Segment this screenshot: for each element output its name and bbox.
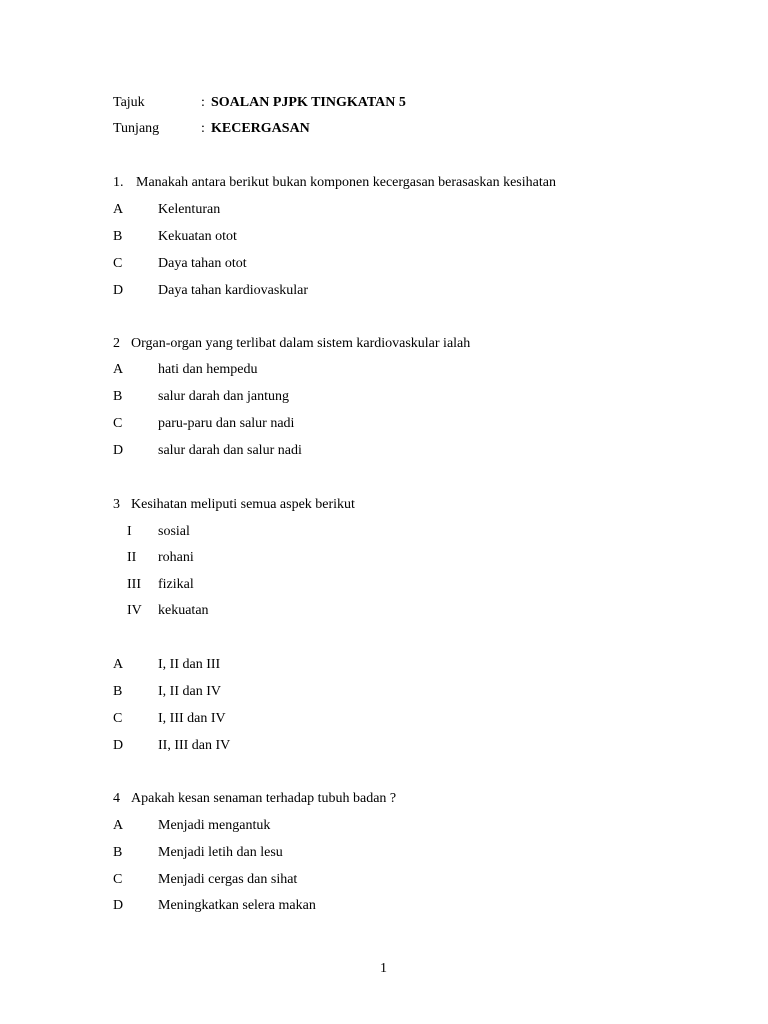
tajuk-colon: : <box>201 95 205 110</box>
option-text: I, III dan IV <box>158 711 226 726</box>
option-text: Meningkatkan selera makan <box>158 898 316 913</box>
option-letter: D <box>113 898 124 913</box>
tajuk-value: SOALAN PJPK TINGKATAN 5 <box>211 95 406 110</box>
question-number: 1. <box>113 175 124 190</box>
statement-numeral: III <box>127 577 141 592</box>
option-text: Menjadi cergas dan sihat <box>158 872 298 887</box>
option-text: Menjadi mengantuk <box>158 818 271 833</box>
statement-text: kekuatan <box>158 603 209 618</box>
option-text: salur darah dan jantung <box>158 389 290 404</box>
option-letter: A <box>113 202 124 217</box>
option-text: II, III dan IV <box>158 738 231 753</box>
question-number: 4 <box>113 791 120 806</box>
statement-text: sosial <box>158 524 190 539</box>
option-text: hati dan hempedu <box>158 362 258 377</box>
option-letter: D <box>113 283 124 298</box>
question-text: Kesihatan meliputi semua aspek berikut <box>131 497 355 512</box>
option-letter: C <box>113 416 123 431</box>
tajuk-label: Tajuk <box>113 95 145 110</box>
option-letter: C <box>113 711 123 726</box>
question-text: Manakah antara berikut bukan komponen kecergasan berasaskan kesihatan <box>136 175 556 190</box>
option-letter: B <box>113 684 123 699</box>
question-text: Apakah kesan senaman terhadap tubuh badan ? <box>131 791 397 806</box>
option-text: Menjadi letih dan lesu <box>158 845 283 860</box>
option-text: I, II dan IV <box>158 684 221 699</box>
question-text: Organ-organ yang terlibat dalam sistem kardiovaskular ialah <box>131 336 471 351</box>
option-text: Daya tahan kardiovaskular <box>158 283 309 298</box>
option-letter: C <box>113 256 123 271</box>
tunjang-label: Tunjang <box>113 121 160 136</box>
option-text: I, II dan III <box>158 657 221 672</box>
option-letter: A <box>113 362 124 377</box>
option-letter: B <box>113 845 123 860</box>
statement-numeral: II <box>127 550 137 565</box>
question-number: 3 <box>113 497 120 512</box>
option-text: Kelenturan <box>158 202 221 217</box>
option-text: paru-paru dan salur nadi <box>158 416 295 431</box>
option-letter: A <box>113 657 124 672</box>
statement-numeral: IV <box>127 603 142 618</box>
page-number: 1 <box>380 961 387 976</box>
tunjang-value: KECERGASAN <box>211 121 310 136</box>
option-text: Kekuatan otot <box>158 229 237 244</box>
statement-numeral: I <box>127 524 132 539</box>
statement-text: rohani <box>158 550 194 565</box>
option-letter: B <box>113 389 123 404</box>
option-text: Daya tahan otot <box>158 256 247 271</box>
option-letter: C <box>113 872 123 887</box>
option-text: salur darah dan salur nadi <box>158 443 302 458</box>
option-letter: A <box>113 818 124 833</box>
statement-text: fizikal <box>158 577 194 592</box>
option-letter: D <box>113 738 124 753</box>
option-letter: B <box>113 229 123 244</box>
question-number: 2 <box>113 336 120 351</box>
tunjang-colon: : <box>201 121 205 136</box>
option-letter: D <box>113 443 124 458</box>
